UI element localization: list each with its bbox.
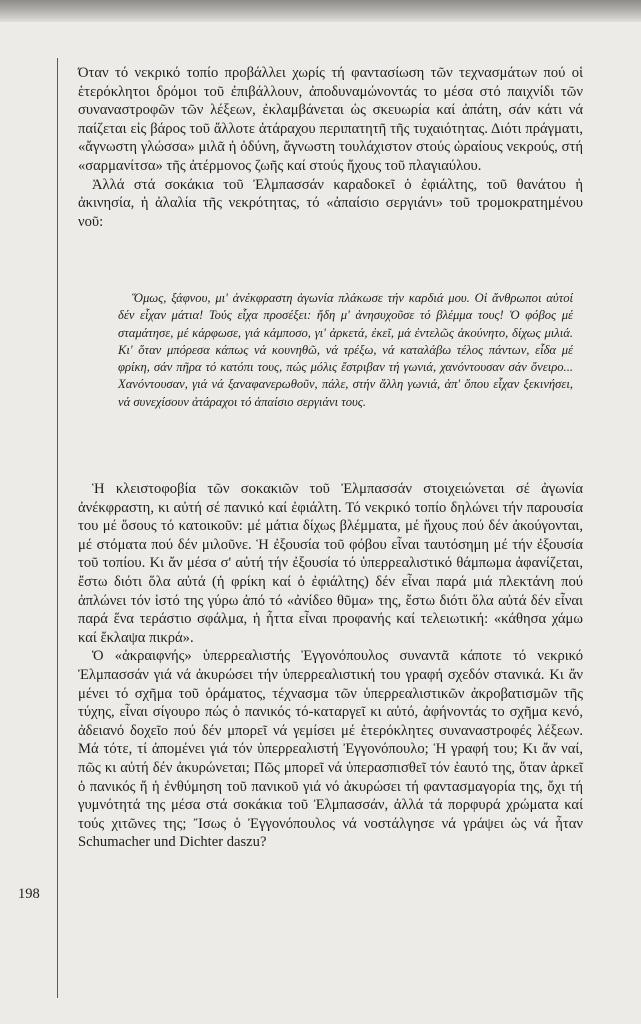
block-quote [118,290,573,411]
paragraph: Ὁ «ἀκραιφνής» ὑπερρεαλιστής Ἐγγονόπουλος συναντᾶ κάποτε τό νεκρικό Ἐλμπασσάν γιά νά ἀκυρώσει τήν ὑπερρεαλιστική του γραφή σχεδόν στανικά. Κι ἄν μένει τό σχῆμα τοῦ ὁράματος, τέχνασμα τῶν ὑπερρεαλιστικῶν ἀκροβατισμῶν τῆς τύχης, εἶναι σίγουρο πώς ὁ πανικός τό-καταργεῖ κι αὐτό, ἀφήνοντάς το σχῆμα κενό, ἀδειανό δοχεῖο πού δέν μπορεῖ νά γεμίσει μέ ἑτερόκλητες συναναστροφές λέξεων. Μά τότε, τί ἀπομένει γιά τόν ὑπερρεαλιστή Ἐγγονόπουλο; Ἡ γραφή του; Κι ἄν ναί, πῶς κι αὐτή δέν ἀκυρώνεται; Πῶς μπορεῖ νά ὑπερασπισθεῖ τόν ἑαυτό της, ὅταν ἀρκεῖ ὁ πανικός ἤ ἡ ἐνθύμηση τοῦ πανικοῦ γιά νό ἀκυρώσει τή φαντασμαγορία της, ὄχι τή γυμνότητά της μέσα στά σοκάκια τοῦ Ἐλμπασσάν, ἀλλά τά πορφυρά χρώματα καί τούς χιτῶνες της; Ἴσως ὁ Ἐγγονόπουλος νά νοστάλγησε νά γράψει ὡς νά ἦταν Schumacher und Dichter daszu? [78,648,583,851]
margin-rule [57,58,58,998]
paragraph: Όταν τό νεκρικό τοπίο προβάλλει χωρίς τή φαντασίωση τῶν τεχνασμάτων πού οἱ ἑτερόκλητοι δρόμοι τοῦ ἐπιβάλλουν, ἀποδυναμώνοντάς το μέσα στό παιχνίδι τῶν συναναστροφῶν τῶν λέξεων, ἐκλαμβάνεται ὡς σκευωρία καί ἀπάτη, σάν κάτι νά παίζεται εἰς βάρος τοῦ ἄλλοτε ἀτάραχου περιπατητῆ τῆς τυχαιότητας. Διότι πράγματι, «ἄγνωστη γλώσσα» μιλᾶ ἡ ὀδύνη, ἄγνωστη τουλάχιστον στούς ὡραίους νεκρούς, στή «σαρμανίτσα» τῆς ἀτέρμονος ζωῆς καί στούς ἤχους τοῦ πλαγιαύλου. [78,65,583,174]
paragraph: Ἡ κλειστοφοβία τῶν σοκακιῶν τοῦ Ἐλμπασσάν στοιχειώνεται σέ ἀγωνία ἀνέκφραστη, κι αὐτή σέ πανικό καί ἐφιάλτη. Τό νεκρικό τοπίο δηλώνει τήν παρουσία του μέ ὅσους τό κατοικοῦν: μέ μάτια δίχως βλέμματα, μέ ἤχους πού δέν ἀκούγονται, μέ στόματα πού δέν μιλοῦνε. Ἡ ἐξουσία τοῦ φόβου εἶναι ταυτόσημη μέ τήν ἐξουσία τοῦ τοπίου. Κι ἄν μέσα σ' αὐτή τήν ἐξουσία τό ὑπερρεαλιστικό θάμπωμα ἀφανίζεται, ἔστω διότι ὅλα αὐτά (ἡ φρίκη καί ὁ ἐφιάλτης) δέν εἶναι παρά μιά πλεκτάνη πού ἁπλώνει τόν ἱστό της γύρω ἀπό τό «ἀνίδεο θῦμα» της, ἔστω διότι ὅλα αὐτά δέν εἶναι παρά ἕνα τεράστιο σφάλμα, ἡ ἧττα εἶναι προφανής καί τελειωτική: «κάθησα χάμω καί ἔκλαψα πικρά». [78,481,583,646]
quote-text: Ὅμως, ξάφνου, μι' ἀνέκφραστη ἀγωνία πλάκωσε τήν καρδιά μου. Οἱ ἄνθρωποι αὐτοί δέν εἶχαν μάτια! Τούς εἶχα προσέξει: ἤδη μ' ἀνησυχοῦσε τό βλέμμα τους! Ὁ φόβος μέ σταμάτησε, μέ κάρφωσε, γιά κάμποσο, γι' ἀρκετά, ἐκεῖ, μά ἐντελῶς ἀκούνητο, δίχως μιλιά. Κι' ὅταν μπόρεσα κάπως νά κουνηθῶ, νά τρέξω, νά καταλάβω τέλος πάντων, εἶδα μέ φρίκη, σάν πῆρα τό κατόπι τους, πώς μόλις ἔστριβαν τή γωνιά, χανόντουσαν σάν ὄνειρο... Χανόντουσαν, γιά νά ξαναφανερωθοῦν, πάλε, στήν ἄλλη γωνιά, ἀπ' ὅπου εἶχαν ξεκινήσει, νά συνεχίσουν ἀτάραχοι τό ἀπαίσιο σεργιάνι τους. [118,291,573,409]
body-text-bottom [78,480,583,852]
body-text-top [78,64,583,231]
paragraph: Ἀλλά στά σοκάκια τοῦ Ἐλμπασσάν καραδοκεῖ ὁ ἐφιάλτης, τοῦ θανάτου ἡ ἀκινησία, ἡ ἀλαλία τῆς νεκρότητας, τό «ἀπαίσιο σεργιάνι» τοῦ τρομοκρατημένου νοῦ: [78,176,583,230]
page-number: 198 [18,886,40,902]
page-top-edge [0,0,641,22]
